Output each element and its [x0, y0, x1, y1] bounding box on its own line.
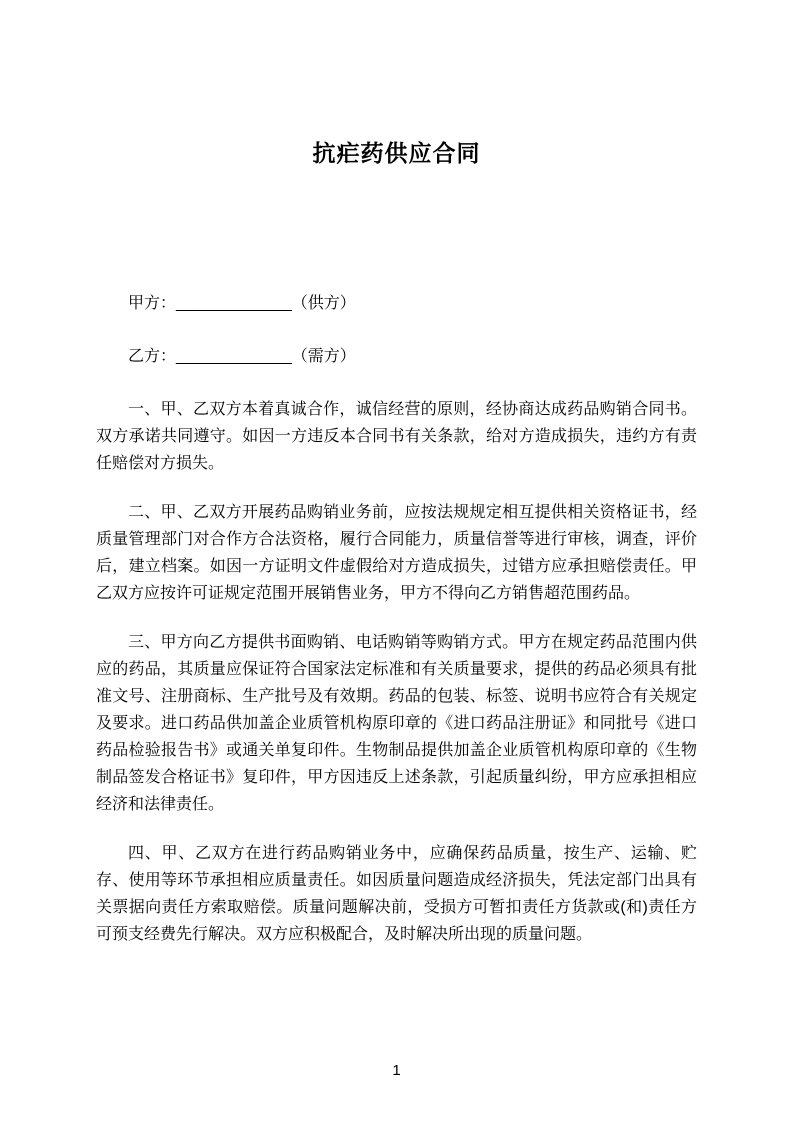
- party-a-line: [96, 290, 697, 317]
- clause-4: 四、甲、乙双方在进行药品购销业务中，应确保药品质量，按生产、运输、贮存、使用等环节承担相应质量责任。如因质量问题造成经济损失，凭法定部门出具有关票据向责任方索取赔偿。质量问题解决前，受损方可暂扣责任方货款或(和)责任方可预支经费先行解决。双方应积极配合，及时解决所出现的质量问题。: [96, 845, 697, 943]
- party-b-line: [96, 343, 697, 370]
- page-number: 1: [392, 1062, 401, 1079]
- document-title: 抗疟药供应合同: [312, 140, 481, 166]
- party-a-role: （供方）: [291, 295, 356, 312]
- party-b-label: 乙方：: [128, 348, 177, 365]
- parties-section: [96, 290, 697, 370]
- party-b-blank-field: _____________: [176, 348, 292, 365]
- party-a-label: 甲方：: [128, 295, 177, 312]
- clause-3: 三、甲方向乙方提供书面购销、电话购销等购销方式。甲方在规定药品范围内供应的药品，其质量应保证符合国家法定标准和有关质量要求，提供的药品必须具有批准文号、注册商标、生产批号及有效期。药品的包装、标签、说明书应符合有关规定及要求。进口药品供加盖企业质管机构原印章的《进口药品注册证》和同批号《进口药品检验报告书》或通关单复印件。生物制品提供加盖企业质管机构原印章的《生物制品签发合格证书》复印件，甲方因违反上述条款，引起质量纠纷，甲方应承担相应经济和法律责任。: [96, 634, 697, 813]
- clause-2: 二、甲、乙双方开展药品购销业务前，应按法规规定相互提供相关资格证书，经质量管理部门对合作方合法资格，履行合同能力，质量信誉等进行审核，调查，评价后，建立档案。如因一方证明文件虚假给对方造成损失，过错方应承担赔偿责任。甲乙双方应按许可证规定范围开展销售业务，甲方不得向乙方销售超范围药品。: [96, 504, 697, 602]
- clauses-section: [96, 396, 697, 948]
- clause-1: 一、甲、乙双方本着真诚合作，诚信经营的原则，经协商达成药品购销合同书。双方承诺共同遵守。如因一方违反本合同书有关条款，给对方造成损失，违约方有责任赔偿对方损失。: [96, 401, 697, 472]
- party-a-blank-field: _____________: [176, 295, 292, 312]
- party-b-role: （需方）: [291, 348, 356, 365]
